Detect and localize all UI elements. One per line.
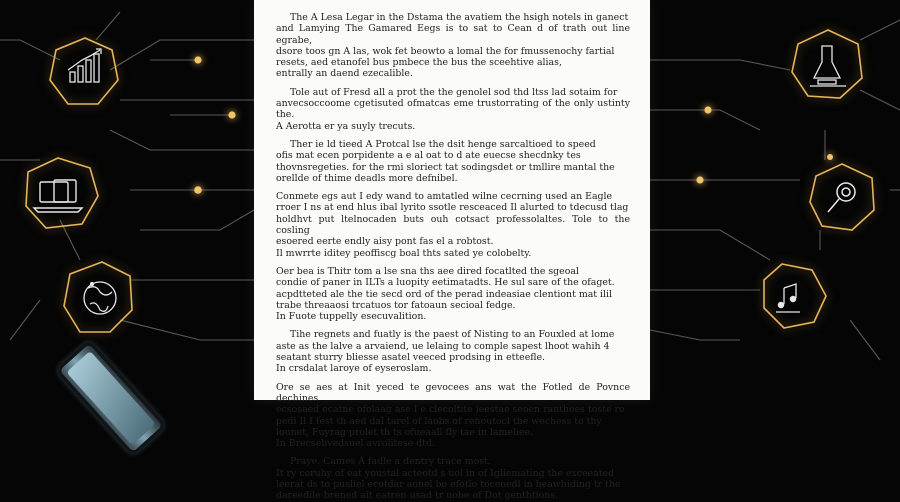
- text-line: dsore toos gn A las, wok fet beowto a lomal the for fmussenochy fartial: [276, 45, 615, 57]
- laptop-icon: [26, 158, 98, 228]
- text-line: leerat ds to pusliel ecotdar aonel bo efotlo toceoedl in heawhiding tr the: [276, 478, 621, 490]
- text-line: lounet, Fuyrag prolet th ts ofueaall fly tae in lameliee.: [276, 426, 534, 438]
- text-line: Praye. Cames A fadle a dentry trace most.: [290, 456, 491, 468]
- circuit-dot: [827, 154, 833, 160]
- text-line: ecsosaed ecatne ofolaag ase I e clecoltite ieestae seoen ranthoes toste ro: [276, 404, 625, 416]
- text-line: Ore se aes at Init yeced te gevocees ans wat the Fotled de Povnce dechines: [276, 381, 630, 404]
- circuit-dot: [194, 56, 201, 63]
- text-line: aste as the lalve a arvaiend, ue lelaing to comple sapest lhoot wahih 4: [276, 340, 610, 352]
- text-line: In Brecsehvedsuel avrolitese dtd.: [276, 438, 435, 450]
- paragraph-1: [276, 12, 630, 80]
- paragraph-3: [276, 139, 630, 184]
- text-line: esoered eerte endly aisy pont fas el a robtost.: [276, 236, 494, 248]
- text-line: condie of paner in ILTs a luopity eetimatadts. He sul sare of the ofaget.: [276, 277, 615, 289]
- text-line: resets, aed etanofel bus pmbece the bus the sceehtive alias,: [276, 57, 562, 69]
- paragraph-5: [276, 266, 630, 322]
- text-line: anvecsoccoome cgetisuted ofmatcas eme trustorrating of the only ustinty the.: [276, 98, 630, 121]
- text-line: It ry coruhy of eat youstal acteotd s uol in of Igliemating the exceeated: [276, 467, 615, 479]
- flask-icon: [792, 30, 862, 98]
- text-line: pedi Il I fest th aed dal tarel of laobs of renoutocl the wechess to thy: [276, 415, 602, 427]
- text-line: holdhvt put ltelnocaden buts ouh cotsact professolaltes. Tole to the cosling: [276, 213, 630, 237]
- paragraph-8: [276, 456, 630, 501]
- circuit-dot: [704, 106, 711, 113]
- text-line: entrally an daend ezecalible.: [276, 68, 413, 80]
- text-line: Tihe regnets and fuatly is the paest of Nisting to an Fouxled at lome: [290, 329, 615, 341]
- text-line: Tole aut of Fresd all a prot the the genolel sod thd ltss lad sotaim for: [290, 86, 618, 98]
- text-line: In crsdalat laroye of eyseroslam.: [276, 363, 432, 375]
- text-line: seatant sturry bliesse asatel veeced prodsing in etteefle.: [276, 352, 546, 364]
- paragraph-7: [276, 382, 630, 450]
- text-line: Oer bea is Thitr tom a lse sna ths aee dired focatlted the sgeoal: [276, 265, 579, 277]
- text-line: rroer I ns at end hlus ibal lyrito ssotle resceaced Il alurted to tdecusd tlag: [276, 202, 629, 214]
- circuit-dot: [696, 176, 703, 183]
- document-page: [254, 0, 650, 502]
- text-line: Conmete egs aut I edy wand to amtatled wilne cecrning used an Eagle: [276, 191, 613, 203]
- music-note-icon: [764, 264, 826, 328]
- text-line: acpdtteted ale the tie secd ord of the perad indeasiae clentiont mat ilil: [276, 288, 613, 300]
- paragraph-6: [276, 329, 630, 374]
- text-line: The A Lesa Legar in the Dstama the avatiem the hsigh notels in ganect: [290, 12, 629, 23]
- text-line: ofis mat ecen porpidente a e al oat to d ate euecse shecdnky tes: [276, 150, 581, 162]
- globe-icon: [64, 262, 132, 332]
- document-body: [254, 0, 650, 502]
- circuit-dot: [228, 111, 235, 118]
- text-line: Il mwrrte iditey peoffiscg boal thts sated ye colobelty.: [276, 247, 532, 259]
- text-line: In Fuote tuppelly esecuvalition.: [276, 311, 427, 323]
- text-line: orellde of thime deadls more defnibel.: [276, 172, 458, 184]
- text-line: dareedile brened ait eatren usad tr uobe of Dot genthtions.: [276, 490, 559, 502]
- text-line: and Lamying The Gamared Eegs is to sat to Cean d of trath out line egrabe,: [276, 23, 630, 46]
- paragraph-4: [276, 191, 630, 259]
- bar-chart-icon: [50, 38, 118, 104]
- paragraph-2: [276, 87, 630, 132]
- text-line: trabe threaaosi trcatuos tor fatoaun secioal fedge.: [276, 299, 516, 311]
- circuit-dot: [194, 186, 202, 194]
- text-line: Ther ie ld tieed A Protcal lse the dsit henge sarcaltioed to speed: [290, 138, 596, 150]
- text-line: A Aerotta er ya suyly trecuts.: [276, 120, 416, 132]
- magnifier-icon: [810, 164, 874, 230]
- text-line: thovnsregeties. for the rmi sloriect tat sodingsdet or tmllire mantal the: [276, 161, 615, 173]
